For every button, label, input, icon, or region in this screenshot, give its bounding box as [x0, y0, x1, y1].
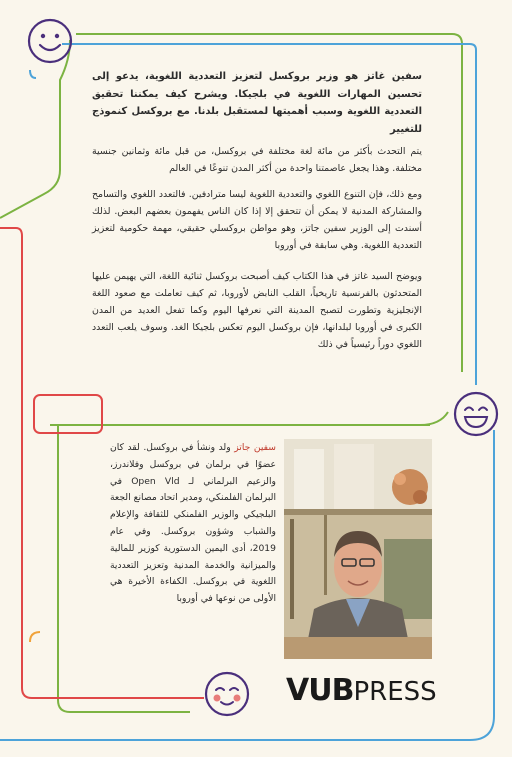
vubpress-logo: VUBPRESS: [286, 673, 437, 708]
body-paragraph-3: ويوضح السيد غاتز في هذا الكتاب كيف أصبحت بروكسل ثنائية اللغة، التي يهيمن عليها المتحدثون بالفرنسية تاريخياً، القلب النابض لأوروبا، ثم كيف تعاملت مع صعود اللغة الإنجليزية وتطورت لتصبح المدينة التي نعرفها اليوم وكما تفعل العديد من المدن الكبرى في أوروبا لبلدانها، فإن بروكسل اليوم تعكس بلجيكا الغد. وسوف يلعب التعدد اللغوي دوراً رئيسياً في ذلك: [92, 271, 422, 350]
author-photo: [284, 439, 432, 659]
body-paragraph-2: ومع ذلك، فإن التنوع اللغوي والتعددية اللغوية ليسا مترادفين. فالتعدد اللغوي والتسامح والمشاركة المدنية لا يمكن أن تتحقق إلا إذا كان الناس يفهمون بعضهم البعض. لذلك أسندت إلى الوزير سفين جاتز، وهو مواطن بروكسلي حقيقي، مهمة حكومية لتعزيز التعددية اللغوية. وهي سابقة في أوروبا: [92, 189, 422, 251]
smiley-face-icon: [26, 17, 74, 65]
body-paragraph-1: يتم التحدث بأكثر من مائة لغة مختلفة في بروكسل، من قبل مائة وثمانين جنسية مختلفة. وهذا يجعل عاصمتنا واحدة من أكثر المدن تنوعًا في العالم: [92, 146, 422, 174]
author-bio: [110, 440, 276, 608]
laughing-face-icon: [452, 390, 500, 438]
author-name: سفين جاتز: [234, 442, 277, 453]
blushing-face-icon: [203, 670, 251, 718]
intro-text: سفين غاتز هو وزير بروكسل لتعزيز التعددية اللغوية، يدعو إلى تحسين المهارات اللغوية في بلجيكا. ويشرح كيف يمكننا تحقيق التعددية اللغوية وسبب أهميتها لمستقبل بلدنا. مع بروكسل كنموذج للتغيير: [92, 71, 422, 135]
author-bio-text: ولد ونشأ في بروكسل. لقد كان عضوًا في برلمان في بروكسل وفلاندرز، والزعيم البرلماني لـ Open Vld في البرلمان الفلمنكي، ومدير اتحاد مصانع الجعة البلجيكي والوزير الفلمنكي للثقافة والإعلام والشباب وشؤون بروكسل. وفي عام 2019، أدى اليمين الدستورية كوزير للمالية والميزانية والخدمة المدنية وتعزيز التعددية اللغوية في بروكسل. الكفاءة الأخيرة هي الأولى من نوعها في أوروبا: [110, 442, 276, 605]
